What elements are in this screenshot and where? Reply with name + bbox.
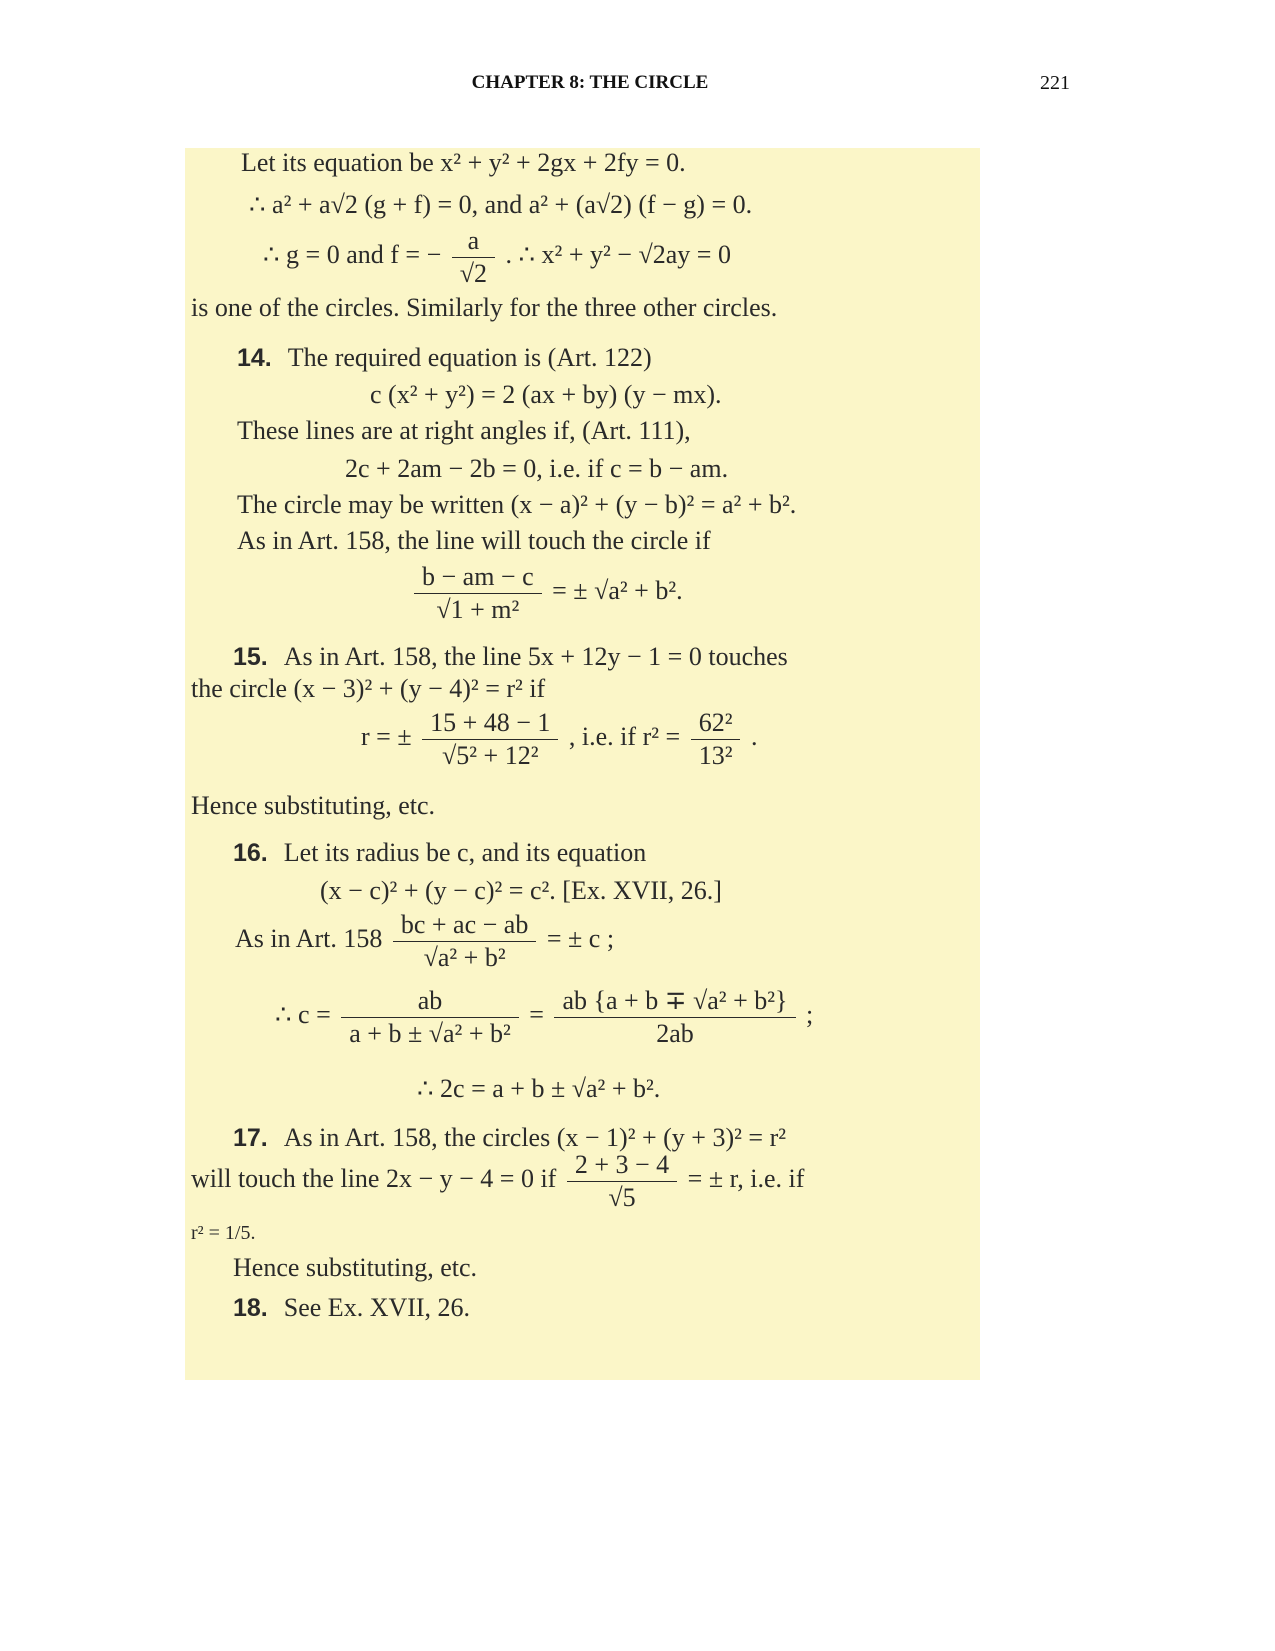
fraction: [567, 1151, 677, 1212]
text-line: Let its equation be x² + y² + 2gx + 2fy = 0.: [241, 148, 686, 177]
fraction: [414, 563, 542, 624]
fraction-numerator: ab: [341, 987, 519, 1018]
equation-line: [275, 986, 813, 1048]
equation-line: ∴ 2c = a + b ± √a² + b².: [417, 1074, 661, 1103]
fraction-denominator: √2: [459, 258, 488, 288]
scanned-page-image: [185, 148, 980, 1380]
fraction-denominator: √a² + b²: [423, 942, 506, 972]
equation-part: =: [529, 1000, 544, 1029]
text-line: As in Art. 158, the line 5x + 12y − 1 = 0 touches: [283, 642, 788, 671]
equation-line: [410, 562, 683, 624]
fraction-numerator: 2 + 3 − 4: [567, 1151, 677, 1182]
fraction-denominator: a + b ± √a² + b²: [349, 1018, 511, 1048]
text-line: As in Art. 158, the line will touch the circle if: [237, 526, 711, 555]
text-line: the circle (x − 3)² + (y − 4)² = r² if: [191, 674, 546, 703]
equation-line: [361, 708, 757, 770]
text-line: The required equation is (Art. 122): [287, 343, 652, 372]
fraction-numerator: a: [452, 227, 495, 258]
equation-part: As in Art. 158: [235, 924, 383, 953]
text-line: Hence substituting, etc.: [191, 791, 436, 820]
equation-line: (x − c)² + (y − c)² = c². [Ex. XVII, 26.]: [320, 876, 722, 905]
fraction: [691, 709, 741, 770]
exercise-15-intro: [233, 642, 788, 672]
equation-part: r = ±: [361, 722, 412, 751]
exercise-17-intro: [233, 1123, 786, 1153]
exercise-14-intro: [237, 343, 652, 373]
equation-part: .: [750, 722, 758, 751]
equation-part: ∴ g = 0 and f = −: [263, 240, 442, 269]
fraction: [554, 987, 795, 1048]
exercise-number: 14.: [237, 344, 272, 372]
fraction-numerator: ab {a + b ∓ √a² + b²}: [554, 987, 795, 1018]
equation-part: . ∴ x² + y² − √2ay = 0: [505, 240, 731, 269]
fraction-numerator: 15 + 48 − 1: [422, 709, 558, 740]
exercise-number: 17.: [233, 1124, 268, 1152]
text-line: ∴ a² + a√2 (g + f) = 0, and a² + (a√2) (f − g) = 0.: [249, 190, 753, 219]
equation-part: , i.e. if r² =: [568, 722, 681, 751]
equation-line: r² = 1/5.: [191, 1222, 256, 1244]
text-line: These lines are at right angles if, (Art. 111),: [237, 416, 691, 445]
fraction-denominator: 2ab: [656, 1018, 694, 1048]
equation-line: c (x² + y²) = 2 (ax + by) (y − mx).: [370, 380, 722, 409]
equation-line: [191, 1150, 804, 1212]
fraction-denominator: √5² + 12²: [441, 740, 539, 770]
exercise-number: 18.: [233, 1294, 268, 1322]
equation-line: [235, 910, 614, 972]
equation-part: ;: [806, 1000, 814, 1029]
fraction: [393, 911, 537, 972]
page-header-title: CHAPTER 8: THE CIRCLE: [471, 72, 709, 93]
equation-part: = ± c ;: [546, 924, 615, 953]
fraction: [452, 227, 495, 288]
fraction-denominator: 13²: [698, 740, 733, 770]
page-number: 221: [1040, 72, 1070, 94]
exercise-18: [233, 1293, 470, 1323]
equation-line: [263, 226, 731, 288]
text-line: The circle may be written (x − a)² + (y − b)² = a² + b².: [237, 490, 797, 519]
exercise-number: 15.: [233, 643, 268, 671]
fraction-numerator: 62²: [691, 709, 741, 740]
text-line: is one of the circles. Similarly for the three other circles.: [191, 293, 778, 322]
equation-part: will touch the line 2x − y − 4 = 0 if: [191, 1164, 557, 1193]
fraction-denominator: √5: [608, 1182, 636, 1212]
text-line: See Ex. XVII, 26.: [283, 1293, 471, 1322]
equation-part: = ± √a² + b².: [552, 576, 683, 605]
fraction-numerator: bc + ac − ab: [393, 911, 537, 942]
fraction-denominator: √1 + m²: [436, 594, 520, 624]
fraction: [422, 709, 558, 770]
equation-line: 2c + 2am − 2b = 0, i.e. if c = b − am.: [345, 454, 729, 483]
text-line: Hence substituting, etc.: [233, 1253, 478, 1282]
fraction-numerator: b − am − c: [414, 563, 542, 594]
text-line: As in Art. 158, the circles (x − 1)² + (y + 3)² = r²: [283, 1123, 787, 1152]
exercise-number: 16.: [233, 839, 268, 867]
equation-part: ∴ c =: [275, 1000, 331, 1029]
fraction: [341, 987, 519, 1048]
text-line: Let its radius be c, and its equation: [283, 838, 647, 867]
exercise-16-intro: [233, 838, 646, 868]
equation-part: = ± r, i.e. if: [687, 1164, 805, 1193]
